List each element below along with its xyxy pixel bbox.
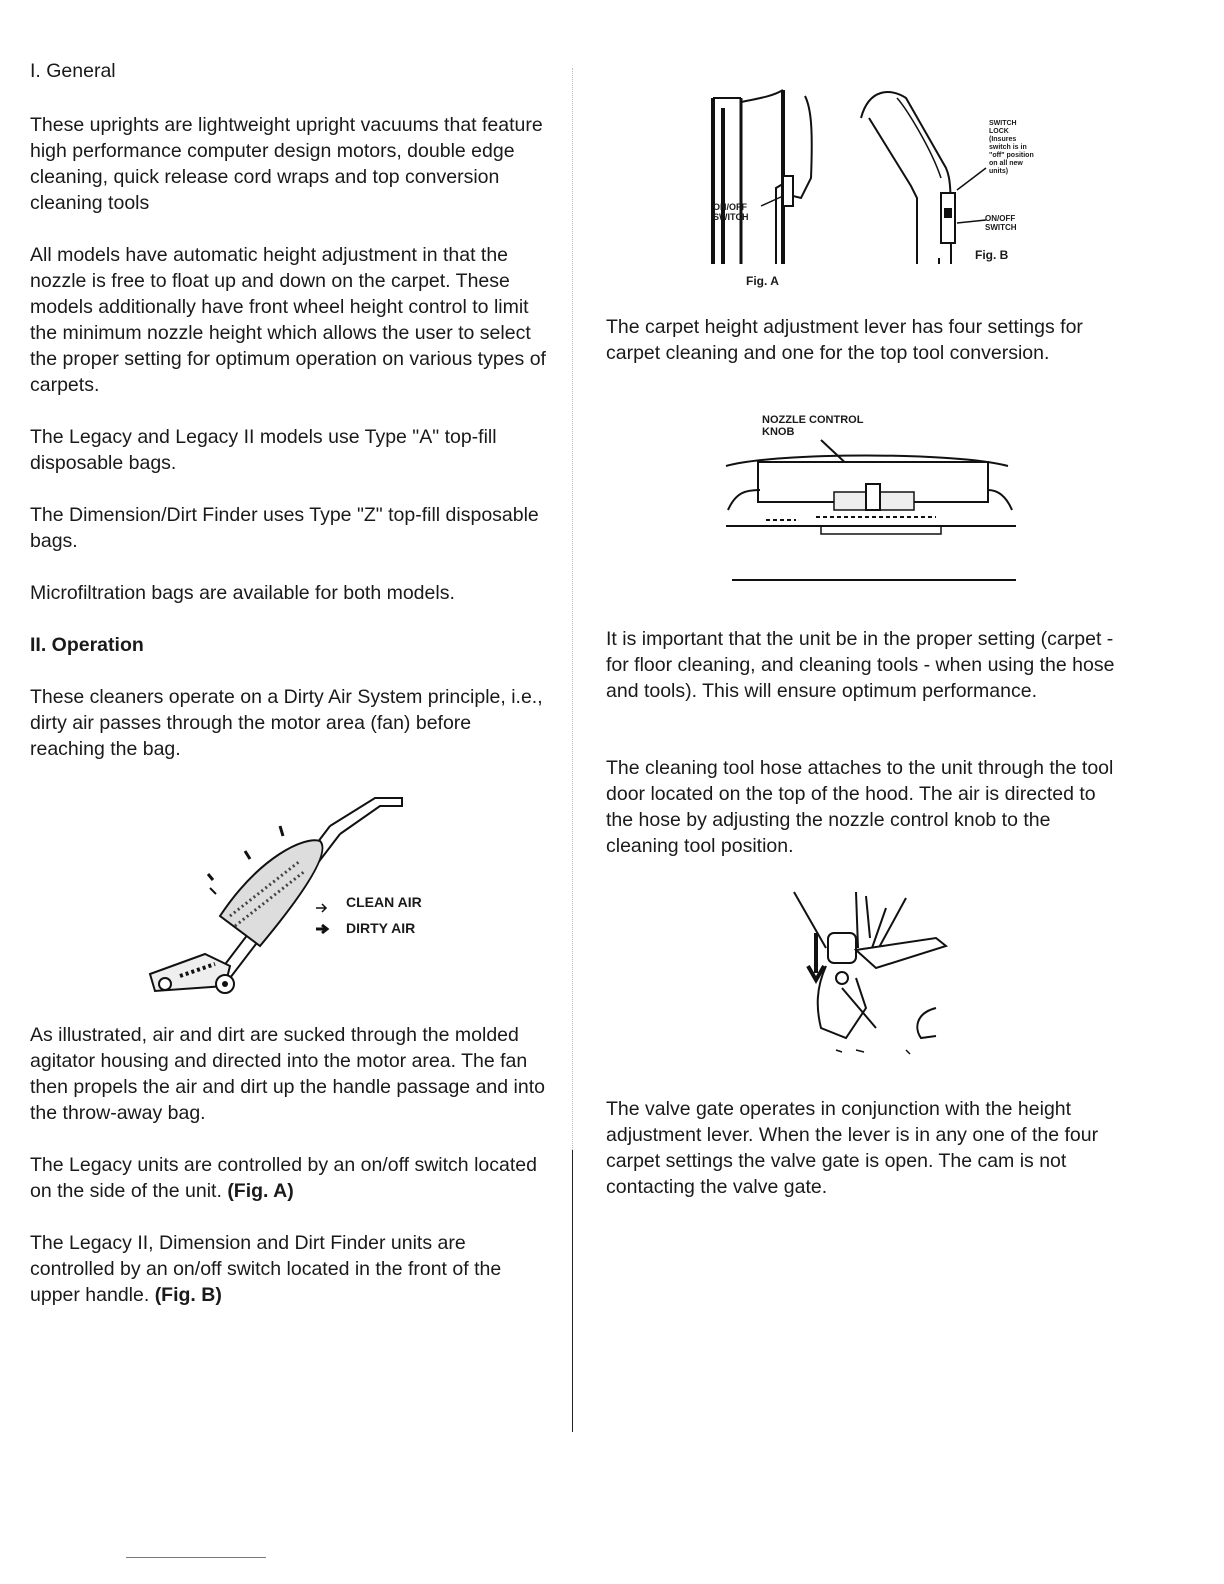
- lock-line: switch is in: [989, 144, 1027, 151]
- knob-label-line2: KNOB: [762, 426, 795, 438]
- section-heading-general: I. General: [30, 60, 116, 82]
- lock-line: units): [989, 168, 1009, 175]
- switch-drawing: [701, 88, 1141, 298]
- paragraph-legacy-bags: The Legacy and Legacy II models use Type "A" top-fill disposable bags.: [30, 426, 497, 474]
- fig-a-reference: (Fig. A): [227, 1180, 294, 1202]
- paragraph-microfiltration: Microfiltration bags are available for both models.: [30, 582, 455, 604]
- paragraph-legacy2-switch: [30, 1230, 550, 1308]
- vacuum-airflow-drawing: [30, 796, 550, 996]
- fig-a-switch-line2: SWITCH: [713, 212, 749, 222]
- lock-line: (Insures: [989, 136, 1017, 143]
- legend-clean-air: CLEAN AIR: [346, 894, 422, 910]
- nozzle-knob-figure: [716, 414, 1016, 590]
- fig-b-switch-line2: SWITCH: [985, 223, 1017, 232]
- legacy2-switch-text: The Legacy II, Dimension and Dirt Finder units are controlled by an on/off switch located in the front of the upper handle.: [30, 1232, 502, 1306]
- bottom-underline: [126, 1557, 266, 1558]
- fig-a-label: Fig. A: [746, 274, 779, 288]
- fig-b-lock-label: [989, 120, 1034, 176]
- nozzle-knob-drawing: [716, 414, 1016, 590]
- fig-a-switch-line1: ON/OFF: [713, 202, 747, 212]
- legend-dirty-air: DIRTY AIR: [346, 920, 416, 936]
- fig-b-reference: (Fig. B): [154, 1284, 222, 1306]
- left-column: [30, 58, 550, 1308]
- column-divider: [572, 1150, 573, 1432]
- paragraph-overview: These uprights are lightweight upright vacuums that feature high performance computer design motors, double edge cleaning, quick release cord wraps and top conversion cleaning tools: [30, 114, 543, 214]
- fig-b-switch-line1: ON/OFF: [985, 214, 1016, 223]
- fig-a-switch-label: [713, 202, 749, 222]
- paragraph-height-lever: The carpet height adjustment lever has four settings for carpet cleaning and one for the top tool conversion.: [606, 316, 1083, 364]
- lock-line: SWITCH: [989, 120, 1017, 127]
- paragraph-tool-hose: The cleaning tool hose attaches to the unit through the tool door located on the top of the hood. The air is directed to the hose by adjusting the nozzle control knob to the cleaning tool position.: [606, 757, 1114, 857]
- paragraph-legacy-switch: [30, 1152, 550, 1204]
- fig-b-switch-label: [985, 214, 1017, 232]
- valve-gate-drawing: [786, 888, 956, 1058]
- airflow-illustration: [30, 796, 550, 996]
- paragraph-dimension-bags: The Dimension/Dirt Finder uses Type "Z" top-fill disposable bags.: [30, 504, 539, 552]
- lock-line: "off" position: [989, 152, 1034, 159]
- knob-label-line1: NOZZLE CONTROL: [762, 414, 864, 426]
- switch-figures: [701, 88, 1141, 298]
- lock-line: LOCK: [989, 128, 1009, 135]
- legacy-switch-text: The Legacy units are controlled by an on/off switch located on the side of the unit.: [30, 1154, 537, 1202]
- lock-line: on all new: [989, 160, 1023, 167]
- column-divider-faint: [572, 68, 573, 1150]
- valve-gate-figure: [786, 888, 956, 1058]
- nozzle-knob-label: [762, 414, 863, 438]
- paragraph-valve-gate: The valve gate operates in conjunction with the height adjustment lever. When the lever is in any one of the four carpet settings the valve gate is open. The cam is not contacting the valve gate.: [606, 1098, 1099, 1198]
- paragraph-proper-setting: It is important that the unit be in the proper setting (carpet - for floor cleaning, and cleaning tools - when using the hose and tools). This will ensure optimum performance.: [606, 628, 1115, 702]
- section-heading-operation: II. Operation: [30, 634, 144, 656]
- fig-b-label: Fig. B: [975, 248, 1009, 262]
- paragraph-airflow-explanation: As illustrated, air and dirt are sucked through the molded agitator housing and directed into the motor area. The fan then propels the air and dirt up the handle passage and into the throw-away bag.: [30, 1024, 545, 1124]
- paragraph-height-adjustment: All models have automatic height adjustment in that the nozzle is free to float up and down on the carpet. These models additionally have front wheel height control to limit the minimum nozzle height which allows the user to select the proper setting for optimum operation on various types of carpets.: [30, 244, 546, 396]
- paragraph-dirty-air-system: These cleaners operate on a Dirty Air System principle, i.e., dirty air passes through the motor area (fan) before reaching the bag.: [30, 686, 543, 760]
